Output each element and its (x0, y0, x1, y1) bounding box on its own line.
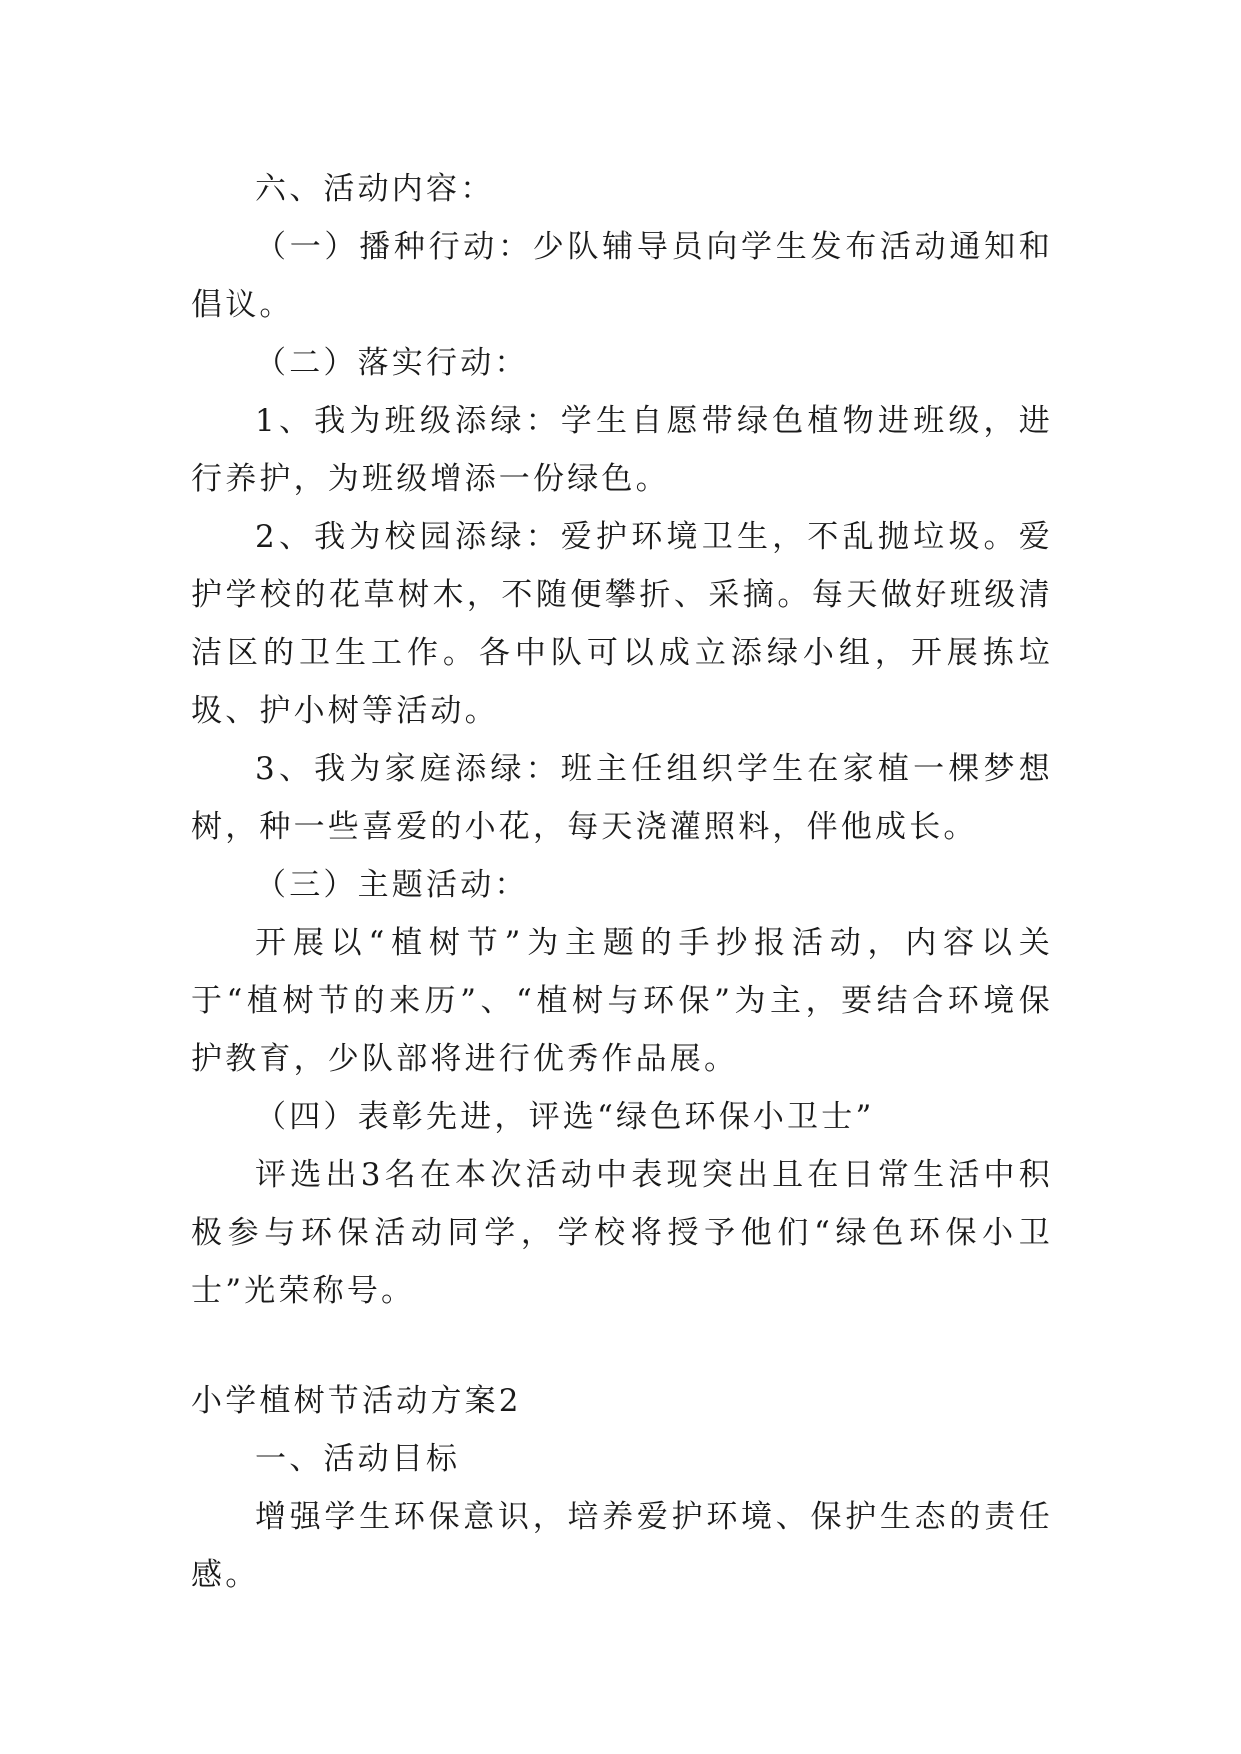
paragraph-selection: 评选出3名在本次活动中表现突出且在日常生活中积极参与环保活动同学，学校将授予他们“绿色环保小卫士”光荣称号。 (191, 1157, 1053, 1309)
paragraph-commendation-heading: （四）表彰先进，评选“绿色环保小卫士” (255, 1099, 875, 1135)
paragraph-sowing-action: （一）播种行动：少队辅导员向学生发布活动通知和倡议。 (191, 229, 1053, 323)
paragraph-class-greening: 1、我为班级添绿：学生自愿带绿色植物进班级，进行养护，为班级增添一份绿色。 (191, 403, 1053, 497)
paragraph-activity-goal: 增强学生环保意识，培养爱护环境、保护生态的责任感。 (191, 1499, 1053, 1593)
paragraph-handwritten-newspaper: 开展以“植树节”为主题的手抄报活动，内容以关于“植树节的来历”、“植树与环保”为主，要结合环境保护教育，少队部将进行优秀作品展。 (191, 925, 1053, 1077)
paragraph-implementation-heading: （二）落实行动： (255, 345, 529, 381)
document-body (191, 160, 1053, 1604)
paragraph-home-greening: 3、我为家庭添绿：班主任组织学生在家植一棵梦想树，种一些喜爱的小花，每天浇灌照料，伴他成长。 (191, 751, 1053, 845)
paragraph-activity-goal-heading: 一、活动目标 (255, 1441, 461, 1477)
paragraph-theme-activity-heading: （三）主题活动： (255, 867, 529, 903)
paragraph-campus-greening: 2、我为校园添绿：爱护环境卫生，不乱抛垃圾。爱护学校的花草树木，不随便攀折、采摘。每天做好班级清洁区的卫生工作。各中队可以成立添绿小组，开展拣垃圾、护小树等活动。 (191, 519, 1053, 729)
paragraph-activity-content-heading: 六、活动内容： (255, 171, 495, 207)
section-title: 小学植树节活动方案2 (191, 1383, 522, 1419)
